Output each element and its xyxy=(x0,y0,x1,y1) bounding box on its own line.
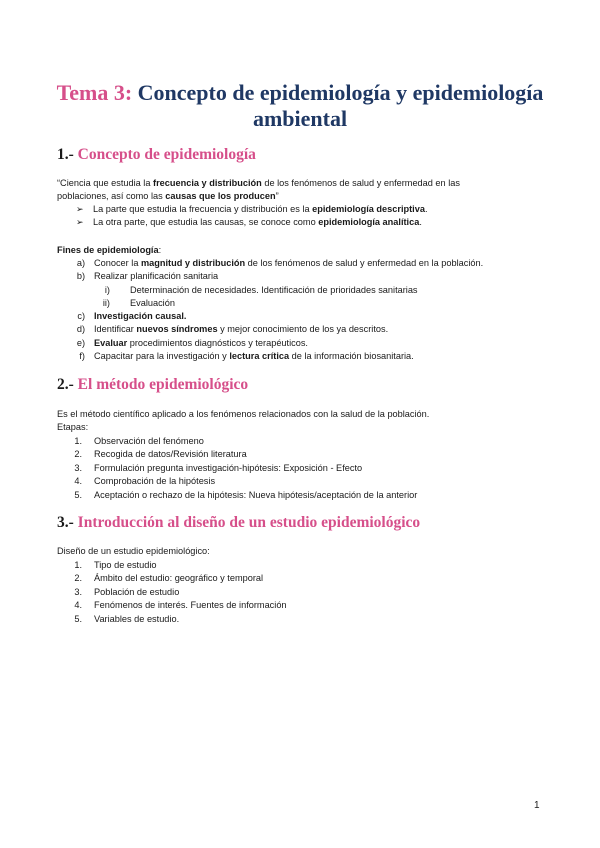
list-marker: 2. xyxy=(74,449,82,459)
etapas-label: Etapas: xyxy=(57,422,89,432)
title-prefix: Tema 3: xyxy=(56,80,133,105)
list-marker: 2. xyxy=(74,573,82,583)
section-2-title: El método epidemiológico xyxy=(77,376,249,393)
arrow-bullet-icon: ➢ xyxy=(76,204,84,214)
fin-b-ii: Evaluación xyxy=(130,298,175,308)
section-2-number: 2.- xyxy=(57,376,74,393)
quote-line-1: “Ciencia que estudia la frecuencia y distribución de los fenómenos de salud y enfermedad en las xyxy=(57,178,460,188)
list-marker: 3. xyxy=(74,587,82,597)
fin-b-i: Determinación de necesidades. Identificación de prioridades sanitarias xyxy=(130,285,418,295)
fin-c: Investigación causal. xyxy=(94,311,187,321)
design-item: Fenómenos de interés. Fuentes de información xyxy=(94,600,287,610)
etapa-item: Comprobación de la hipótesis xyxy=(94,476,216,486)
quote-line-2: poblaciones, así como las causas que los producen” xyxy=(57,191,279,201)
list-marker: 5. xyxy=(74,490,82,500)
section-1-heading xyxy=(57,146,256,164)
list-marker: d) xyxy=(76,324,85,334)
design-item: Tipo de estudio xyxy=(94,560,157,570)
title-line2: ambiental xyxy=(252,106,348,131)
etapa-item: Observación del fenómeno xyxy=(94,436,204,446)
fin-b: Realizar planificación sanitaria xyxy=(94,271,219,281)
fin-a: Conocer la magnitud y distribución de los fenómenos de salud y enfermedad en la población. xyxy=(94,258,484,268)
list-marker: 3. xyxy=(74,463,82,473)
list-marker: i) xyxy=(104,285,110,295)
section-2-intro: Es el método científico aplicado a los fenómenos relacionados con la salud de la población. xyxy=(57,409,430,419)
section-1-title: Concepto de epidemiología xyxy=(77,146,256,163)
etapa-item: Formulación pregunta investigación-hipótesis: Exposición - Efecto xyxy=(94,463,363,473)
list-marker: 4. xyxy=(74,476,82,486)
list-marker: b) xyxy=(76,271,85,281)
section-3-intro: Diseño de un estudio epidemiológico: xyxy=(57,546,210,556)
list-marker: 1. xyxy=(74,560,82,570)
design-item: Variables de estudio. xyxy=(94,614,180,624)
bullet-analitica: La otra parte, que estudia las causas, se conoce como epidemiología analítica. xyxy=(93,217,422,227)
arrow-bullet-icon: ➢ xyxy=(76,217,84,227)
section-2-heading xyxy=(57,376,248,394)
fin-e: Evaluar procedimientos diagnósticos y terapéuticos. xyxy=(94,338,308,348)
section-3-number: 3.- xyxy=(57,514,74,531)
etapa-item: Aceptación o rechazo de la hipótesis: Nueva hipótesis/aceptación de la anterior xyxy=(94,490,418,500)
page-number: 1 xyxy=(534,800,540,811)
list-marker: f) xyxy=(79,351,85,361)
design-item: Población de estudio xyxy=(94,587,180,597)
section-1-number: 1.- xyxy=(57,146,74,163)
list-marker: a) xyxy=(76,258,85,268)
section-3-title: Introducción al diseño de un estudio epidemiológico xyxy=(77,514,421,531)
fines-heading: Fines de epidemiología: xyxy=(57,245,162,255)
etapa-item: Recogida de datos/Revisión literatura xyxy=(94,449,247,459)
list-marker: ii) xyxy=(102,298,110,308)
list-marker: 4. xyxy=(74,600,82,610)
design-item: Ámbito del estudio: geográfico y temporal xyxy=(94,573,264,583)
fin-d: Identificar nuevos síndromes y mejor conocimiento de los ya descritos. xyxy=(94,324,389,334)
title-line1: Concepto de epidemiología y epidemiología xyxy=(137,80,544,105)
section-3-heading xyxy=(57,514,420,532)
bullet-descriptiva: La parte que estudia la frecuencia y distribución es la epidemiología descriptiva. xyxy=(93,204,428,214)
list-marker: c) xyxy=(77,311,85,321)
page-title xyxy=(40,80,560,132)
list-marker: e) xyxy=(76,338,85,348)
list-marker: 1. xyxy=(74,436,82,446)
fin-f: Capacitar para la investigación y lectura crítica de la información biosanitaria. xyxy=(94,351,414,361)
list-marker: 5. xyxy=(74,614,82,624)
